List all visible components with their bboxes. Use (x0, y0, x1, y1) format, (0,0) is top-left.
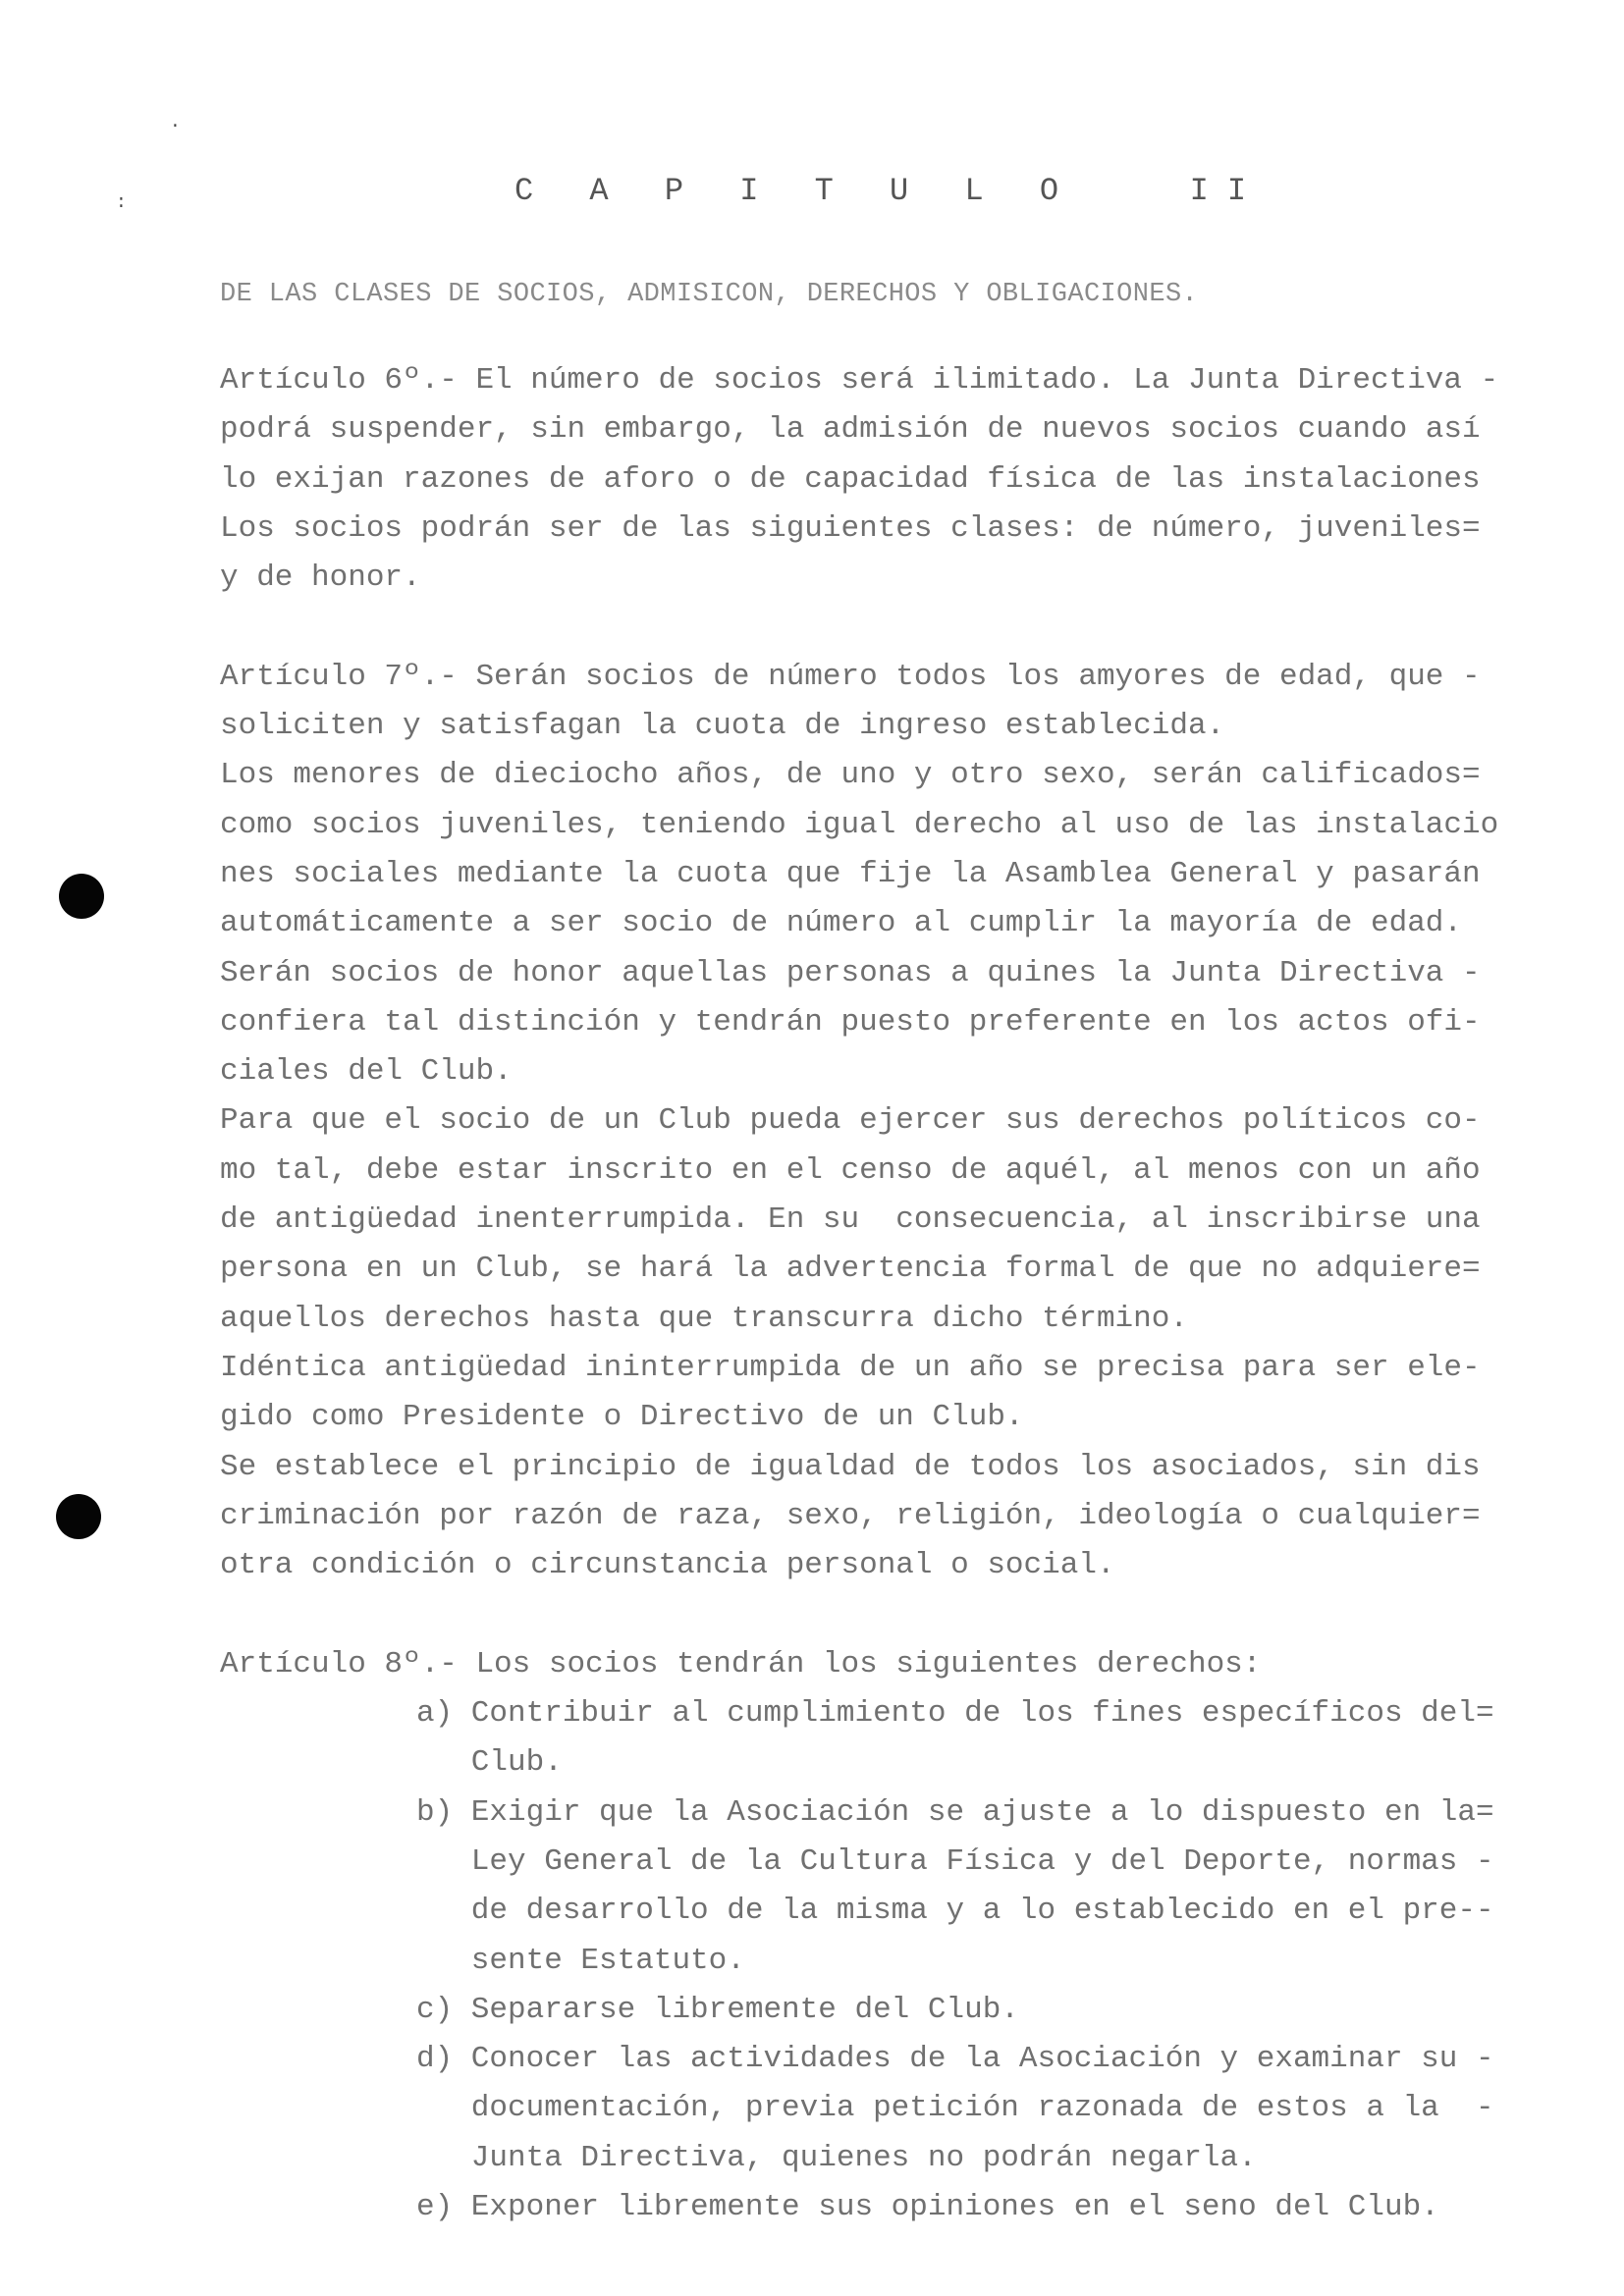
chapter-title: C A P I T U L O II (514, 173, 1266, 209)
text-line: Se establece el principio de igualdad de todos los asociados, sin dis (220, 1449, 1481, 1484)
text-line: otra condición o circunstancia personal o social. (220, 1548, 1115, 1583)
text-line: Los menores de dieciocho años, de uno y otro sexo, serán calificados= (220, 758, 1481, 793)
text-line: confiera tal distinción y tendrán puesto preferente en los actos ofi- (220, 1004, 1481, 1040)
list-item-line: Club. (416, 1745, 563, 1781)
text-line: nes sociales mediante la cuota que fije la Asamblea General y pasarán (220, 856, 1481, 891)
scan-speck: : (116, 193, 127, 213)
text-line: criminación por razón de raza, sexo, religión, ideología o cualquier= (220, 1498, 1481, 1533)
list-item-line: documentación, previa petición razonada de estos a la - (416, 2091, 1494, 2126)
text-line: ciales del Club. (220, 1054, 513, 1090)
text-line: Artículo 7º.- Serán socios de número todos los amyores de edad, que - (220, 659, 1481, 694)
paragraph-gap (220, 603, 1595, 652)
text-line: Idéntica antigüedad ininterrumpida de un año se precisa para ser ele- (220, 1350, 1481, 1385)
document-body (220, 356, 1595, 2232)
list-item-line: d) Conocer las actividades de la Asociación y examinar su - (416, 2042, 1494, 2077)
text-line: Serán socios de honor aquellas personas a quines la Junta Directiva - (220, 955, 1481, 990)
text-line: y de honor. (220, 561, 421, 596)
list-item-line: b) Exigir que la Asociación se ajuste a lo dispuesto en la= (416, 1794, 1494, 1830)
text-line: mo tal, debe estar inscrito en el censo de aquél, al menos con un año (220, 1152, 1481, 1188)
text-line: Artículo 8º.- Los socios tendrán los siguientes derechos: (220, 1646, 1262, 1682)
list-item-line: e) Exponer libremente sus opiniones en el seno del Club. (416, 2189, 1439, 2224)
text-line: gido como Presidente o Directivo de un Club. (220, 1400, 1024, 1435)
section-heading: DE LAS CLASES DE SOCIOS, ADMISICON, DERECHOS Y OBLIGACIONES. (220, 280, 1199, 309)
scan-speck: . (170, 113, 181, 133)
text-line: como socios juveniles, teniendo igual derecho al uso de las instalacio (220, 807, 1499, 842)
text-line: automáticamente a ser socio de número al cumplir la mayoría de edad. (220, 906, 1463, 941)
text-line: soliciten y satisfagan la cuota de ingreso establecida. (220, 709, 1225, 744)
list-item-line: sente Estatuto. (416, 1943, 745, 1978)
text-line: de antigüedad inenterrumpida. En su consecuencia, al inscribirse una (220, 1202, 1481, 1238)
text-line: Para que el socio de un Club pueda ejercer sus derechos políticos co- (220, 1103, 1481, 1139)
paragraph-gap (220, 1590, 1595, 1639)
text-line: Artículo 6º.- El número de socios será ilimitado. La Junta Directiva - (220, 363, 1499, 398)
text-line: lo exijan razones de aforo o de capacidad física de las instalaciones (220, 461, 1481, 497)
punch-hole (56, 1494, 101, 1539)
text-line: Los socios podrán ser de las siguientes clases: de número, juveniles= (220, 510, 1481, 546)
list-item-line: de desarrollo de la misma y a lo establecido en el pre-- (416, 1894, 1494, 1929)
text-line: aquellos derechos hasta que transcurra dicho término. (220, 1301, 1188, 1336)
punch-hole (59, 874, 104, 919)
text-line: podrá suspender, sin embargo, la admisión de nuevos socios cuando así (220, 412, 1481, 448)
list-item-line: c) Separarse libremente del Club. (416, 1992, 1019, 2027)
list-item-line: Junta Directiva, quienes no podrán negarla. (416, 2140, 1257, 2175)
text-line: persona en un Club, se hará la advertencia formal de que no adquiere= (220, 1252, 1481, 1287)
list-item-line: a) Contribuir al cumplimiento de los fines específicos del= (416, 1696, 1494, 1732)
list-item-line: Ley General de la Cultura Física y del Deporte, normas - (416, 1843, 1494, 1879)
